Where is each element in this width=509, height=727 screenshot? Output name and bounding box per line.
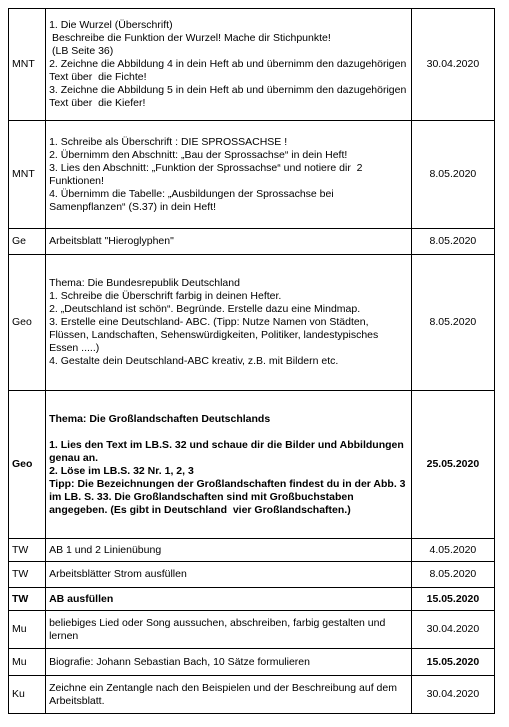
task-line: 4. Gestalte dein Deutschland-ABC kreativ, z.B. mit Bildern etc. [49, 355, 339, 367]
task-cell [46, 588, 412, 611]
task-line: AB 1 und 2 Linienübung [49, 543, 162, 556]
task-line: Thema: Die Bundesrepublik Deutschland [49, 277, 240, 289]
table-row [9, 229, 495, 255]
task-cell [46, 649, 412, 676]
subject-cell: MNT [9, 121, 46, 229]
task-line: 1. Die Wurzel (Überschrift) [49, 19, 173, 31]
task-line: 1. Schreibe als Überschrift : DIE SPROSSACHSE ! [49, 135, 288, 148]
due-date-cell: 30.04.2020 [411, 611, 494, 649]
subject-cell: Ku [9, 676, 46, 714]
due-date-cell: 25.05.2020 [411, 391, 494, 539]
subject-cell: MNT [9, 9, 46, 121]
due-date-cell: 8.05.2020 [411, 229, 494, 255]
task-line: 1. Schreibe die Überschrift farbig in deinen Hefter. [49, 290, 282, 302]
task-cell [46, 121, 412, 229]
due-date-cell: 30.04.2020 [411, 9, 494, 121]
subject-cell: Geo [9, 391, 46, 539]
due-date-cell: 4.05.2020 [411, 539, 494, 562]
task-cell [46, 9, 412, 121]
table-row [9, 539, 495, 562]
task-line: Thema: Die Großlandschaften Deutschlands [49, 412, 271, 425]
task-line: (LB Seite 36) [49, 45, 114, 57]
table-row [9, 9, 495, 121]
task-cell [46, 255, 412, 391]
task-line: 4. Übernimm die Tabelle: „Ausbildungen der Sprossachse bei Samenpflanzen“ (S.37) in dein Heft! [49, 187, 337, 213]
task-line: Arbeitsblätter Strom ausfüllen [49, 568, 187, 580]
task-cell [46, 611, 412, 649]
subject-cell: TW [9, 539, 46, 562]
task-line: 2. Zeichne die Abbildung 4 in dein Heft ab und übernimm den dazugehörigen Text über die Fichte! [49, 58, 410, 83]
task-line: Tipp: Die Bezeichnungen der Großlandschaften findest du in der Abb. 3 im LB. S. 33. Die Großlandschaften sind mit Großbuchstaben angegeben. (Es gibt in Deutschland vier Großlandschaften.) [49, 477, 409, 516]
task-line: Biografie: Johann Sebastian Bach, 10 Sätze formulieren [49, 655, 310, 668]
task-line: Arbeitsblatt "Hieroglyphen" [49, 235, 174, 247]
subject-cell: TW [9, 562, 46, 588]
subject-cell: Geo [9, 255, 46, 391]
task-cell [46, 562, 412, 588]
task-line: 2. Löse im LB.S. 32 Nr. 1, 2, 3 [49, 464, 194, 477]
subject-cell: Mu [9, 649, 46, 676]
task-line: 3. Lies den Abschnitt: „Funktion der Sprossachse“ und notiere dir 2 Funktionen! [49, 161, 366, 187]
subject-cell: TW [9, 588, 46, 611]
table-row [9, 676, 495, 714]
table-row [9, 649, 495, 676]
task-cell [46, 229, 412, 255]
task-line: Zeichne ein Zentangle nach den Beispielen und der Beschreibung auf dem Arbeitsblatt. [49, 681, 400, 707]
table-row [9, 121, 495, 229]
due-date-cell: 8.05.2020 [411, 255, 494, 391]
due-date-cell: 8.05.2020 [411, 562, 494, 588]
subject-cell: Ge [9, 229, 46, 255]
task-line: 2. Übernimm den Abschnitt: „Bau der Sprossachse“ in dein Heft! [49, 148, 348, 161]
task-cell [46, 391, 412, 539]
task-line: 3. Zeichne die Abbildung 5 in dein Heft ab und übernimm den dazugehörigen Text über die Kiefer! [49, 84, 410, 109]
table-row [9, 391, 495, 539]
table-row [9, 611, 495, 649]
task-line: AB ausfüllen [49, 592, 114, 605]
table-row [9, 255, 495, 391]
table-row [9, 588, 495, 611]
assignment-table-body [9, 9, 495, 714]
due-date-cell: 15.05.2020 [411, 588, 494, 611]
due-date-cell: 30.04.2020 [411, 676, 494, 714]
due-date-cell: 8.05.2020 [411, 121, 494, 229]
assignment-table [8, 8, 495, 714]
subject-cell: Mu [9, 611, 46, 649]
task-line [49, 426, 408, 439]
task-line: 3. Erstelle eine Deutschland- ABC. (Tipp: Nutze Namen von Städten, Flüssen, Landschaften, Sehenswürdigkeiten, Politiker, landestypisches Essen .....) [49, 316, 382, 354]
task-cell [46, 676, 412, 714]
task-line: 2. „Deutschland ist schön“. Begründe. Erstelle dazu eine Mindmap. [49, 303, 361, 315]
task-line: 1. Lies den Text im LB.S. 32 und schaue dir die Bilder und Abbildungen genau an. [49, 438, 407, 464]
task-cell [46, 539, 412, 562]
task-line: beliebiges Lied oder Song aussuchen, abschreiben, farbig gestalten und lernen [49, 616, 389, 642]
table-row [9, 562, 495, 588]
due-date-cell: 15.05.2020 [411, 649, 494, 676]
task-line: Beschreibe die Funktion der Wurzel! Mache dir Stichpunkte! [49, 32, 331, 44]
